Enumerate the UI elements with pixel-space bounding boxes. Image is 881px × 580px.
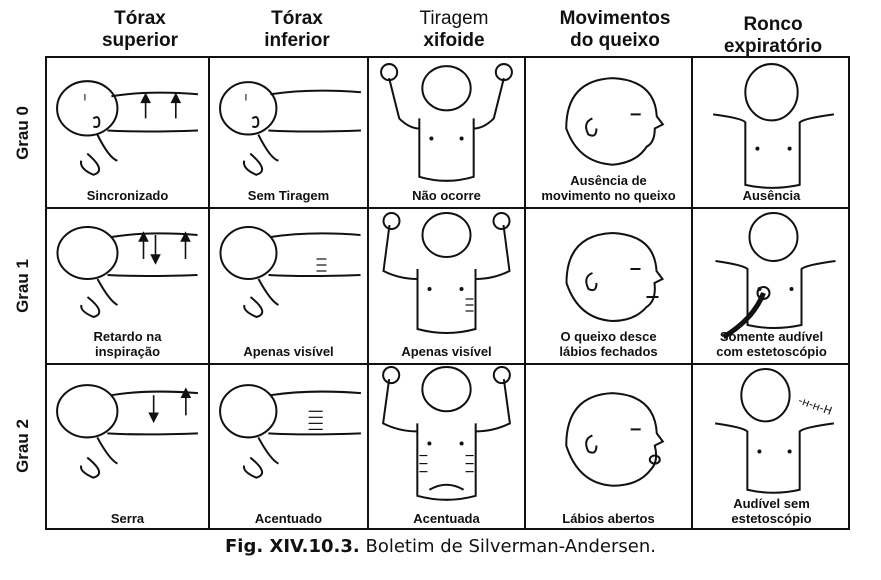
column-header-chin: Movimentos do queixo [559,8,671,51]
infant-side-illustration [210,58,367,207]
cell-grau2-chin [526,365,691,530]
cell-caption: Acentuada [413,511,480,526]
cell-grau1-upper-chest [47,209,208,363]
cell-caption: Apenas visível [243,344,334,359]
infant-side-illustration [47,365,208,530]
cell-grau0-chin [526,58,691,207]
infant-front-illustration [369,58,524,207]
cell-grau2-lower-chest [210,365,367,530]
cell-grau1-xiphoid [369,209,524,363]
cell-grau1-grunt [693,209,850,363]
column-header-grunt: Ronco expiratório [723,14,823,57]
cell-caption: Acentuado [254,511,323,526]
cell-grau2-upper-chest [47,365,208,530]
grunt-sound-mark: -н-н-Н [796,393,834,418]
cell-caption: Ausência [742,188,801,203]
cell-grau2-xiphoid [369,365,524,530]
cell-grau0-lower-chest [210,58,367,207]
infant-front-illustration [693,58,850,207]
column-header-upper-chest: Tórax superior [101,8,179,51]
row-header-grau-1: Grau 1 [13,259,33,313]
figure-caption [0,536,881,557]
infant-head-illustration [526,365,691,530]
infant-side-illustration [47,58,208,207]
cell-caption: Ausência de movimento no queixo [541,173,676,203]
cell-grau0-grunt [693,58,850,207]
infant-front-illustration [369,365,524,530]
cell-grau2-grunt [693,365,850,530]
cell-caption: O queixo desce lábios fechados [559,329,658,359]
row-header-grau-0: Grau 0 [13,106,33,160]
cell-caption: Audível sem estetoscópio [731,496,812,526]
cell-caption: Retardo na inspiração [93,329,162,359]
cell-caption: Serra [110,511,145,526]
cell-caption: Somente audível com estetoscópio [716,329,827,359]
infant-front-illustration [369,209,524,363]
svg-text:ı: ı [83,89,87,104]
svg-text:ı: ı [244,89,248,104]
cell-caption: Apenas visível [401,344,492,359]
cell-grau1-lower-chest [210,209,367,363]
cell-caption: Lábios abertos [562,511,655,526]
cell-grau0-xiphoid [369,58,524,207]
silverman-andersen-table [45,56,850,530]
column-header-xiphoid: Tiragem xifoide [419,8,489,51]
cell-grau0-upper-chest [47,58,208,207]
column-header-lower-chest: Tórax inferior [264,8,330,51]
infant-side-illustration [210,209,367,363]
cell-caption: Sincronizado [86,188,169,203]
cell-caption: Sem Tiragem [247,188,330,203]
figure-title: Boletim de Silverman-Andersen. [365,536,656,557]
row-header-grau-2: Grau 2 [13,419,33,473]
cell-grau1-chin [526,209,691,363]
cell-caption: Não ocorre [412,188,481,203]
figure-number: Fig. XIV.10.3. [225,536,360,557]
infant-side-illustration [210,365,367,530]
